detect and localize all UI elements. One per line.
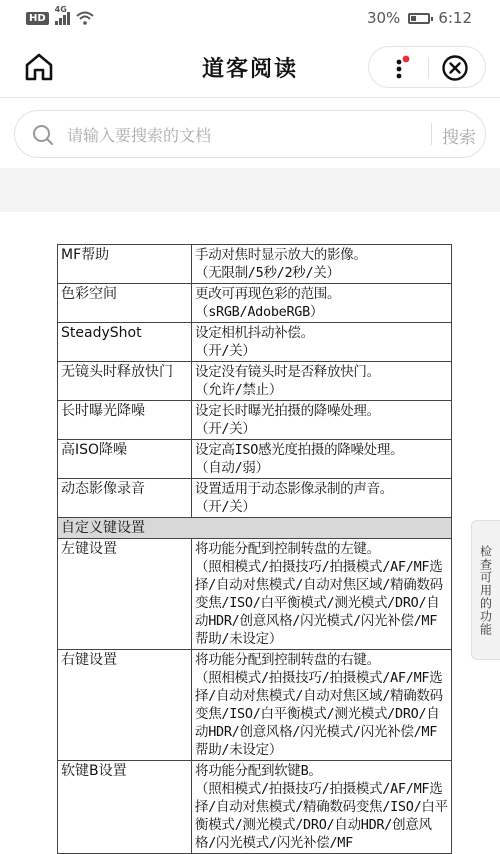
table-row xyxy=(58,362,452,401)
status-left xyxy=(26,5,94,25)
check-features-tab[interactable] xyxy=(471,520,500,660)
search-bar xyxy=(14,110,486,158)
search-divider xyxy=(431,123,432,145)
table-row xyxy=(58,440,452,479)
table-row xyxy=(58,650,452,761)
setting-description: 将功能分配到控制转盘的左键。 （照相模式/拍摄技巧/拍摄模式/AF/MF选择/自动对焦模式/自动对焦区域/精确数码变焦/ISO/白平衡模式/测光模式/DRO/自动HDR/创意风格/闪光模式/闪光补偿/MF帮助/未设定） xyxy=(192,539,452,650)
setting-description: 设定相机抖动补偿。 （开/关） xyxy=(192,323,452,362)
table-row xyxy=(58,539,452,650)
status-bar xyxy=(0,0,500,36)
setting-description: 设定长时曝光拍摄的降噪处理。 （开/关） xyxy=(192,401,452,440)
check-features-label: 检查可用的功能 xyxy=(478,544,493,636)
setting-name: 右键设置 xyxy=(58,650,192,761)
content-separator xyxy=(0,168,500,212)
setting-name: MF帮助 xyxy=(58,245,192,284)
hd-badge: HD xyxy=(26,12,49,25)
mini-program-capsule xyxy=(368,46,486,88)
clock: 6:12 xyxy=(438,9,472,27)
document-page xyxy=(0,212,500,851)
setting-description: 更改可再现色彩的范围。 （sRGB/AdobeRGB） xyxy=(192,284,452,323)
setting-description: 设定高ISO感光度拍摄的降噪处理。 （自动/弱） xyxy=(192,440,452,479)
table-row xyxy=(58,761,452,854)
setting-description: 手动对焦时显示放大的影像。 （无限制/5秒/2秒/关） xyxy=(192,245,452,284)
search-icon xyxy=(31,123,55,147)
page-title: 道客阅读 xyxy=(201,57,298,82)
search-button[interactable]: 搜索 xyxy=(442,128,476,148)
status-right xyxy=(367,9,472,27)
search-input[interactable] xyxy=(65,111,409,159)
setting-name: 左键设置 xyxy=(58,539,192,650)
setting-description: 设定没有镜头时是否释放快门。 （允许/禁止） xyxy=(192,362,452,401)
setting-name: 软键B设置 xyxy=(58,761,192,854)
setting-name: 无镜头时释放快门 xyxy=(58,362,192,401)
section-header-row xyxy=(58,518,452,539)
network-type: 4G xyxy=(54,5,67,14)
setting-name: 动态影像录音 xyxy=(58,479,192,518)
capsule-divider xyxy=(428,58,429,78)
wifi-icon xyxy=(76,11,94,25)
battery-icon xyxy=(408,13,430,24)
more-menu-icon[interactable] xyxy=(391,55,411,81)
setting-name: 色彩空间 xyxy=(58,284,192,323)
table-row xyxy=(58,245,452,284)
cellular-signal-icon xyxy=(54,5,70,25)
setting-name: 长时曝光降噪 xyxy=(58,401,192,440)
battery-percent: 30% xyxy=(366,9,401,27)
nav-bar xyxy=(0,36,500,98)
setting-description: 设置适用于动态影像录制的声音。 （开/关） xyxy=(192,479,452,518)
section-title: 自定义键设置 xyxy=(58,518,452,539)
table-row xyxy=(58,401,452,440)
setting-name: SteadyShot xyxy=(58,323,192,362)
settings-table xyxy=(57,244,452,854)
setting-description: 将功能分配到控制转盘的右键。 （照相模式/拍摄技巧/拍摄模式/AF/MF选择/自动对焦模式/自动对焦区域/精确数码变焦/ISO/白平衡模式/测光模式/DRO/自动HDR/创意风格/闪光模式/闪光补偿/MF帮助/未设定） xyxy=(192,650,452,761)
table-row xyxy=(58,479,452,518)
table-row xyxy=(58,323,452,362)
setting-name: 高ISO降噪 xyxy=(58,440,192,479)
table-row xyxy=(58,284,452,323)
setting-description: 将功能分配到软键B。 （照相模式/拍摄技巧/拍摄模式/AF/MF选择/自动对焦模式/精确数码变焦/ISO/白平衡模式/测光模式/DRO/自动HDR/创意风格/闪光模式/闪光补偿/MF xyxy=(192,761,452,854)
close-icon[interactable] xyxy=(441,54,469,82)
